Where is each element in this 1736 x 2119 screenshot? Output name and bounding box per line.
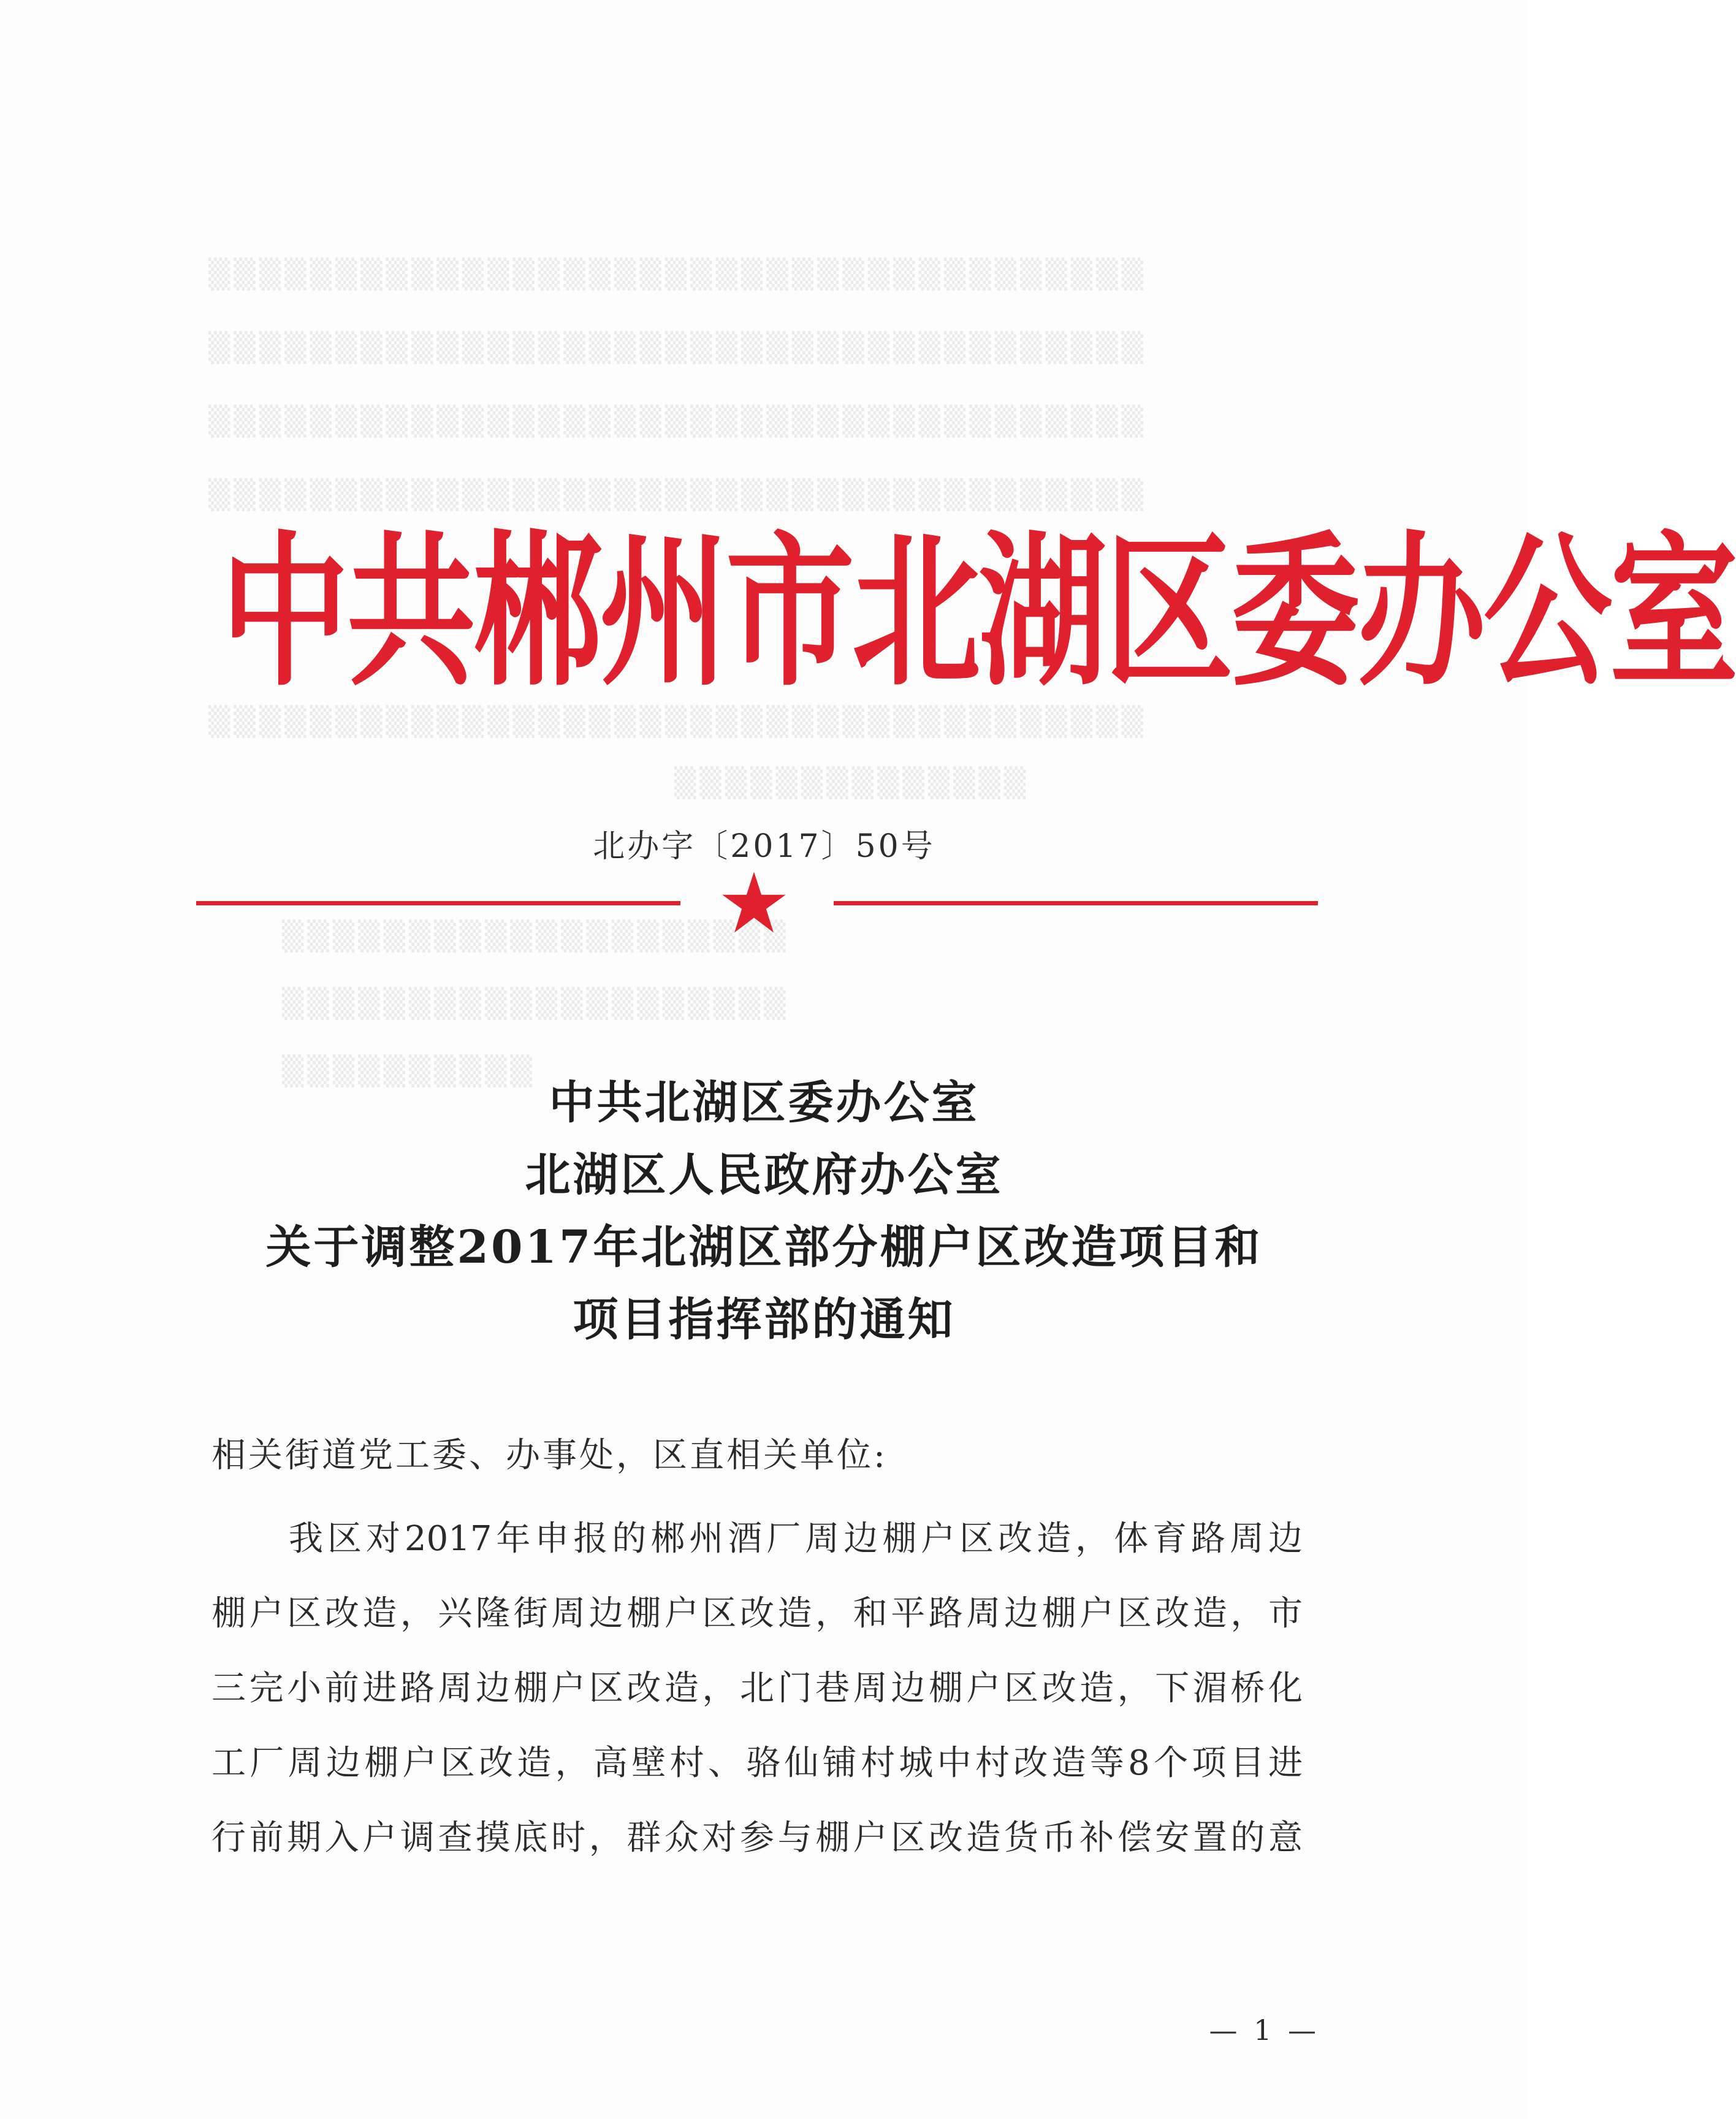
bleed-through: ▒▒▒▒▒▒▒▒▒▒▒▒▒▒ xyxy=(674,766,1030,799)
bleed-through: ▒▒▒▒▒▒▒▒▒▒▒▒▒▒▒▒▒▒▒▒▒▒▒▒▒▒▒▒▒▒▒▒▒▒▒▒▒ xyxy=(208,705,1147,738)
document-title xyxy=(0,1067,1528,1356)
title-line-issuer-2: 北湖区人民政府办公室 xyxy=(525,1149,1003,1201)
page-number: — 1 — xyxy=(1209,2014,1320,2047)
bleed-through: ▒▒▒▒▒▒▒▒▒▒▒▒▒▒▒▒▒▒▒▒▒▒▒▒▒▒▒▒▒▒▒▒▒▒▒▒▒ xyxy=(208,331,1147,364)
title-line-issuer-1: 中共北湖区委办公室 xyxy=(549,1076,980,1129)
bleed-through: ▒▒▒▒▒▒▒▒▒▒▒▒▒▒▒▒▒▒▒▒ xyxy=(282,919,790,953)
bleed-through: ▒▒▒▒▒▒▒▒▒▒▒▒▒▒▒▒▒▒▒▒▒▒▒▒▒▒▒▒▒▒▒▒▒▒▒▒▒ xyxy=(208,405,1147,438)
red-separator-left xyxy=(196,901,680,905)
body-line: 行前期入户调查摸底时，群众对参与棚户区改造货币补偿安置的意 xyxy=(211,1818,1303,1858)
title-line-subject-1: 关于调整2017年北湖区部分棚户区改造项目和 xyxy=(265,1221,1263,1274)
letterhead-org-name: 中共郴州市北湖区委办公室 xyxy=(221,516,1736,709)
bleed-through: ▒▒▒▒▒▒▒▒▒▒▒▒▒▒▒▒▒▒▒▒▒▒▒▒▒▒▒▒▒▒▒▒▒▒▒▒▒ xyxy=(208,257,1147,291)
body-line: 棚户区改造，兴隆街周边棚户区改造，和平路周边棚户区改造，市 xyxy=(211,1594,1303,1634)
body-line: 三完小前进路周边棚户区改造，北门巷周边棚户区改造，下湄桥化 xyxy=(211,1668,1303,1708)
red-separator-right xyxy=(834,901,1318,905)
salutation: 相关街道党工委、办事处，区直相关单位: xyxy=(211,1436,888,1475)
document-number: 北办字〔2017〕50号 xyxy=(593,828,935,865)
bleed-through: ▒▒▒▒▒▒▒▒▒▒ xyxy=(282,1054,536,1087)
title-line-subject-2: 项目指挥部的通知 xyxy=(573,1293,956,1346)
bleed-through: ▒▒▒▒▒▒▒▒▒▒▒▒▒▒▒▒▒▒▒▒ xyxy=(282,987,790,1020)
body-paragraph xyxy=(211,1502,1303,1876)
body-line: 工厂周边棚户区改造，高壁村、骆仙铺村城中村改造等8个项目进 xyxy=(211,1743,1303,1783)
bleed-through: ▒▒▒▒▒▒▒▒▒▒▒▒▒▒▒▒▒▒▒▒▒▒▒▒▒▒▒▒▒▒▒▒▒▒▒▒▒ xyxy=(208,478,1147,511)
body-line: 我区对2017年申报的郴州酒厂周边棚户区改造，体育路周边 xyxy=(289,1519,1303,1559)
star-icon xyxy=(720,869,788,937)
